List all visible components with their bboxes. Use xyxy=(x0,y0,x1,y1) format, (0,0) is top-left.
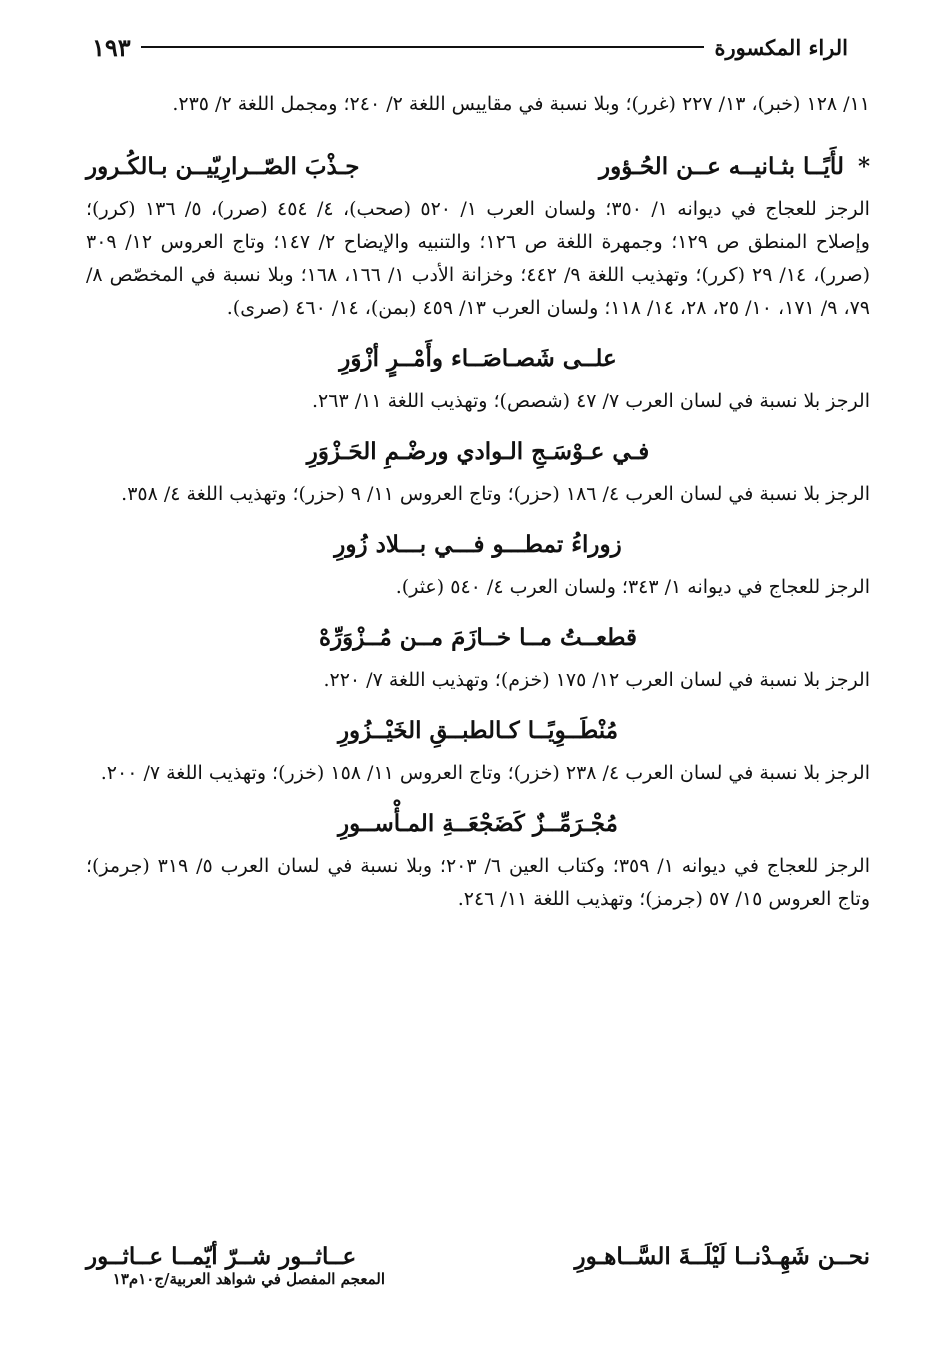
verse-line: زوراءُ تمطـــو فـــي بـــلاد زُورِ xyxy=(334,531,622,558)
verse-line: مُنْطَــوِيًــا كـالطبــقِ الخَيْــزُورِ xyxy=(337,717,619,744)
verse-source-citation: الرجز للعجاج في ديوانه ١/ ٣٥٩؛ وكتاب العين ٦/ ٢٠٣؛ وبلا نسبة في لسان العرب ٥/ ٣١٩ (جرمز)؛ وتاج العروس ١٥/ ٥٧ (جرمز)؛ وتهذيب اللغة ١١/ ٢٤٦. xyxy=(86,855,870,910)
verse-line xyxy=(86,147,870,187)
verse-source-citation: الرجز بلا نسبة في لسان العرب ٤/ ١٨٦ (حزر)؛ وتاج العروس ١١/ ٩ (حزر)؛ وتهذيب اللغة ٤/ ٣٥٨. xyxy=(121,483,870,505)
verse-source-citation: الرجز بلا نسبة في لسان العرب ٤/ ٢٣٨ (خزر)؛ وتاج العروس ١١/ ١٥٨ (خزر)؛ وتهذيب اللغة ٧/ ٢٠٠. xyxy=(100,762,870,784)
verse-second-hemistich: جـذْبَ الصّــرارِيّيــن بـالكُـرور xyxy=(86,153,360,180)
poem-entry xyxy=(86,804,870,916)
header-rule xyxy=(141,46,705,48)
poem-entry xyxy=(86,432,870,511)
poem-entry xyxy=(86,147,870,325)
poem-entry xyxy=(86,525,870,604)
running-header xyxy=(92,30,848,64)
chapter-title: الراء المكسورة xyxy=(714,34,848,60)
continued-source-paragraph: ١١/ ١٢٨ (خبر)، ١٣/ ٢٢٧ (غرر)؛ وبلا نسبة في مقاييس اللغة ٢/ ٢٤٠؛ ومجمل اللغة ٢/ ٢٣٥. xyxy=(172,93,870,115)
entry-star-marker: * xyxy=(857,153,870,180)
verse-source-citation: الرجز للعجاج في ديوانه ١/ ٣٥٠؛ ولسان العرب ١/ ٥٢٠ (صحب)، ٤/ ٤٥٤ (صرر)، ٥/ ١٣٦ (كرر)؛ وإصلاح المنطق ص ١٢٩؛ وجمهرة اللغة ص ١٢٦؛ والتنبيه والإيضاح ٢/ ١٤٧؛ وتاج العروس ١٢/ ٣٠٩ (صرر)، ١٤/ ٢٩ (كرر)؛ وتهذيب اللغة ٩/ ٤٤٢؛ وخزانة الأدب ١/ ١٦٦، ١٦٨؛ وبلا نسبة في المخصّص ٨/ ٧٩، ٩/ ١٧١، ١٠/ ٢٥، ٢٨، ١٤/ ١١٨؛ ولسان العرب ١٣/ ٤٥٩ (بمن)، ١٤/ ٤٦٠ (صرى). xyxy=(86,198,871,319)
poem-entry xyxy=(86,339,870,418)
verse-first-hemistich: لأَيًــا بثـانيــه عــن الحُـؤور xyxy=(599,153,844,180)
book-signature-footer: المعجم المفصل في شواهد العربية/ج١٠م١٣ xyxy=(112,1270,385,1288)
poem-entry xyxy=(86,618,870,697)
page-body xyxy=(86,88,870,916)
verse-first-hemistich: نحــن شَهِـدْنــا لَيْلَــةَ السَّــاهـورِ xyxy=(574,1243,870,1270)
verse-line: فـي عـوْسَـجِ الـوادي ورضْـمِ الحَـزْوَرِ xyxy=(306,438,650,465)
verse-second-hemistich: عــاثــور شــرّ أيّمــا عــاثــور xyxy=(86,1243,357,1270)
poem-entry xyxy=(86,711,870,790)
verse-line: مُجْـرَمِّــزٌ كَضَجْعَــةِ المـأْســورِ xyxy=(338,810,618,837)
verse-line: علــى شَصـاصَــاء وأَمْــرٍ أزْوَرِ xyxy=(339,345,617,372)
verse-line: قطعــتُ مــا خــازَمَ مــن مُــزْوَرِّهْ xyxy=(319,624,637,651)
verse-source-citation: الرجز بلا نسبة في لسان العرب ١٢/ ١٧٥ (خزم)؛ وتهذيب اللغة ٧/ ٢٢٠. xyxy=(323,669,870,691)
verse-source-citation: الرجز للعجاج في ديوانه ١/ ٣٤٣؛ ولسان العرب ٤/ ٥٤٠ (عثر). xyxy=(395,576,870,598)
verse-source-citation: الرجز بلا نسبة في لسان العرب ٧/ ٤٧ (شصص)؛ وتهذيب اللغة ١١/ ٢٦٣. xyxy=(312,390,870,412)
page-number: ١٩٣ xyxy=(92,32,131,62)
